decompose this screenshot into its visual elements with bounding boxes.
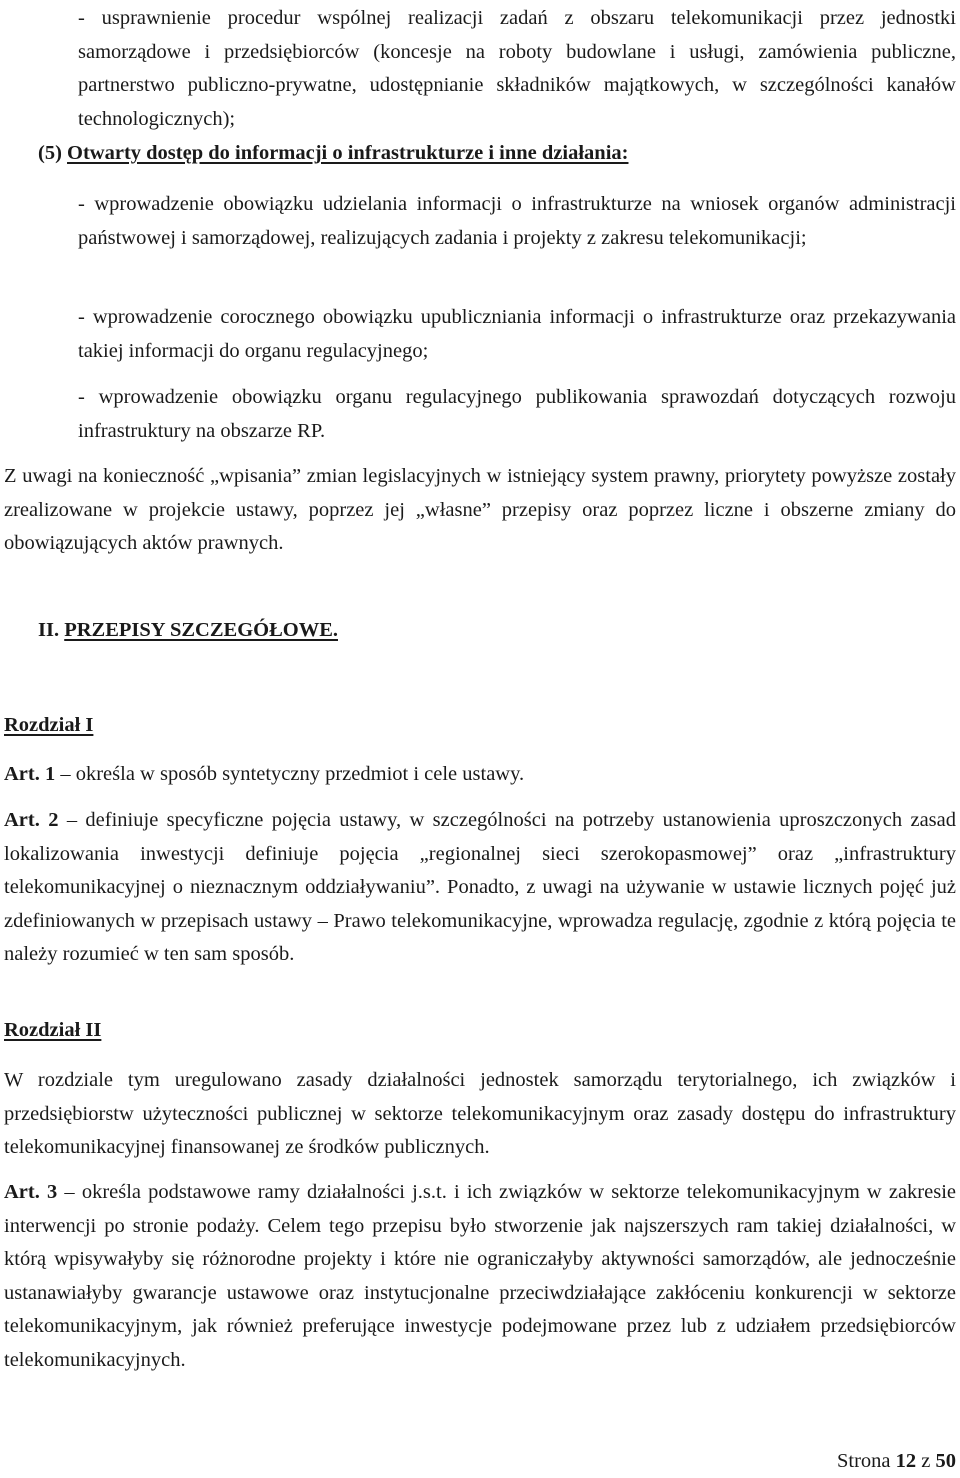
section-5-title: Otwarty dostęp do informacji o infrastrukturze i inne działania: <box>67 142 629 164</box>
bullet-information-obligation: - wprowadzenie obowiązku udzielania informacji o infrastrukturze na wniosek organów administracji państwowej i samorządowej, realizujących zadania i projekty z zakresu telekomunikacji; <box>78 193 956 249</box>
footer-page-number: 12 <box>895 1450 917 1472</box>
art-3-paragraph <box>4 1176 956 1377</box>
chapter-2-intro: W rozdziale tym uregulowano zasady działalności jednostek samorządu terytorialnego, ich związków i przedsiębiorstw użyteczności publicznej w sektorze telekomunikacyjnym oraz zasady dostępu do infrastruktury telekomunikacyjnej finansowanej ze środków publicznych. <box>4 1069 956 1158</box>
footer-of: z <box>921 1450 931 1472</box>
footer-total-pages: 50 <box>935 1450 956 1472</box>
art-2-text: – definiuje specyficzne pojęcia ustawy, w szczególności na potrzeby ustanowienia uproszczonych zasad lokalizowania inwestycji definiuje pojęcia „regionalnej sieci szerokopasmowej” oraz „infrastruktury telekomunikacyjnej o nieznacznym oddziaływaniu”. Ponadto, z uwagi na używanie w ustawie licznych pojęć już zdefiniowanych w przepisach ustawy – Prawo telekomunikacyjne, wprowadza regulację, zgodnie z którą pojęcia te należy rozumieć w ten sam sposób. <box>4 809 956 965</box>
art-2-label: Art. 2 <box>4 809 59 831</box>
footer-prefix: Strona <box>836 1450 891 1472</box>
summary-paragraph: Z uwagi na konieczność „wpisania” zmian legislacyjnych w istniejący system prawny, priorytety powyższe zostały zrealizowane w projekcie ustawy, poprzez jej „własne” przepisy oraz poprzez liczne i obszerne zmiany do obowiązujących aktów prawnych. <box>4 465 956 554</box>
art-1-label: Art. 1 <box>4 763 56 785</box>
art-3-text: – określa podstawowe ramy działalności j.s.t. i ich związków w sektorze telekomunikacyjnym w zakresie interwencji po stronie podaży. Celem tego przepisu było stworzenie jak najszerszych ram takiej działalności, w którą wpisywałyby się różnorodne projekty i które nie ograniczałyby aktywności samorządów, ale jednocześnie ustanawiałyby gwarancje ustawowe oraz instytucjonalne przeciwdziałające zakłóceniu konkurencji w sektorze telekomunikacyjnym, jak również preferujące inwestycje podejmowane przez lub z udziałem przedsiębiorców telekomunikacyjnych. <box>4 1181 957 1371</box>
section-5-number: (5) <box>38 142 62 164</box>
art-3-label: Art. 3 <box>4 1181 58 1203</box>
chapter-1-heading: Rozdział I <box>4 714 94 736</box>
art-2-paragraph <box>4 804 956 972</box>
art-1-paragraph <box>4 758 956 792</box>
bullet-annual-publication: - wprowadzenie corocznego obowiązku upubliczniania informacji o infrastrukturze oraz przekazywania takiej informacji do organu regulacyjnego; <box>78 306 956 362</box>
chapter-2-heading: Rozdział II <box>4 1019 102 1041</box>
part-ii-heading <box>38 619 338 642</box>
section-5-heading <box>38 142 628 165</box>
bullet-cooperation-procedures: - usprawnienie procedur wspólnej realizacji zadań z obszaru telekomunikacji przez jednostki samorządowe i przedsiębiorców (koncesje na roboty budowlane i usługi, zamówienia publiczne, partnerstwo publiczno-prywatne, udostępnianie składników majątkowych, w szczególności kanałów technologicznych); <box>78 7 956 130</box>
bullet-regulator-reports: - wprowadzenie obowiązku organu regulacyjnego publikowania sprawozdań dotyczących rozwoju infrastruktury na obszarze RP. <box>78 386 956 442</box>
part-ii-title: PRZEPISY SZCZEGÓŁOWE. <box>64 619 338 641</box>
page-footer <box>837 1450 956 1473</box>
art-1-text: – określa w sposób syntetyczny przedmiot i cele ustawy. <box>60 763 525 785</box>
part-ii-number: II. <box>38 619 60 641</box>
